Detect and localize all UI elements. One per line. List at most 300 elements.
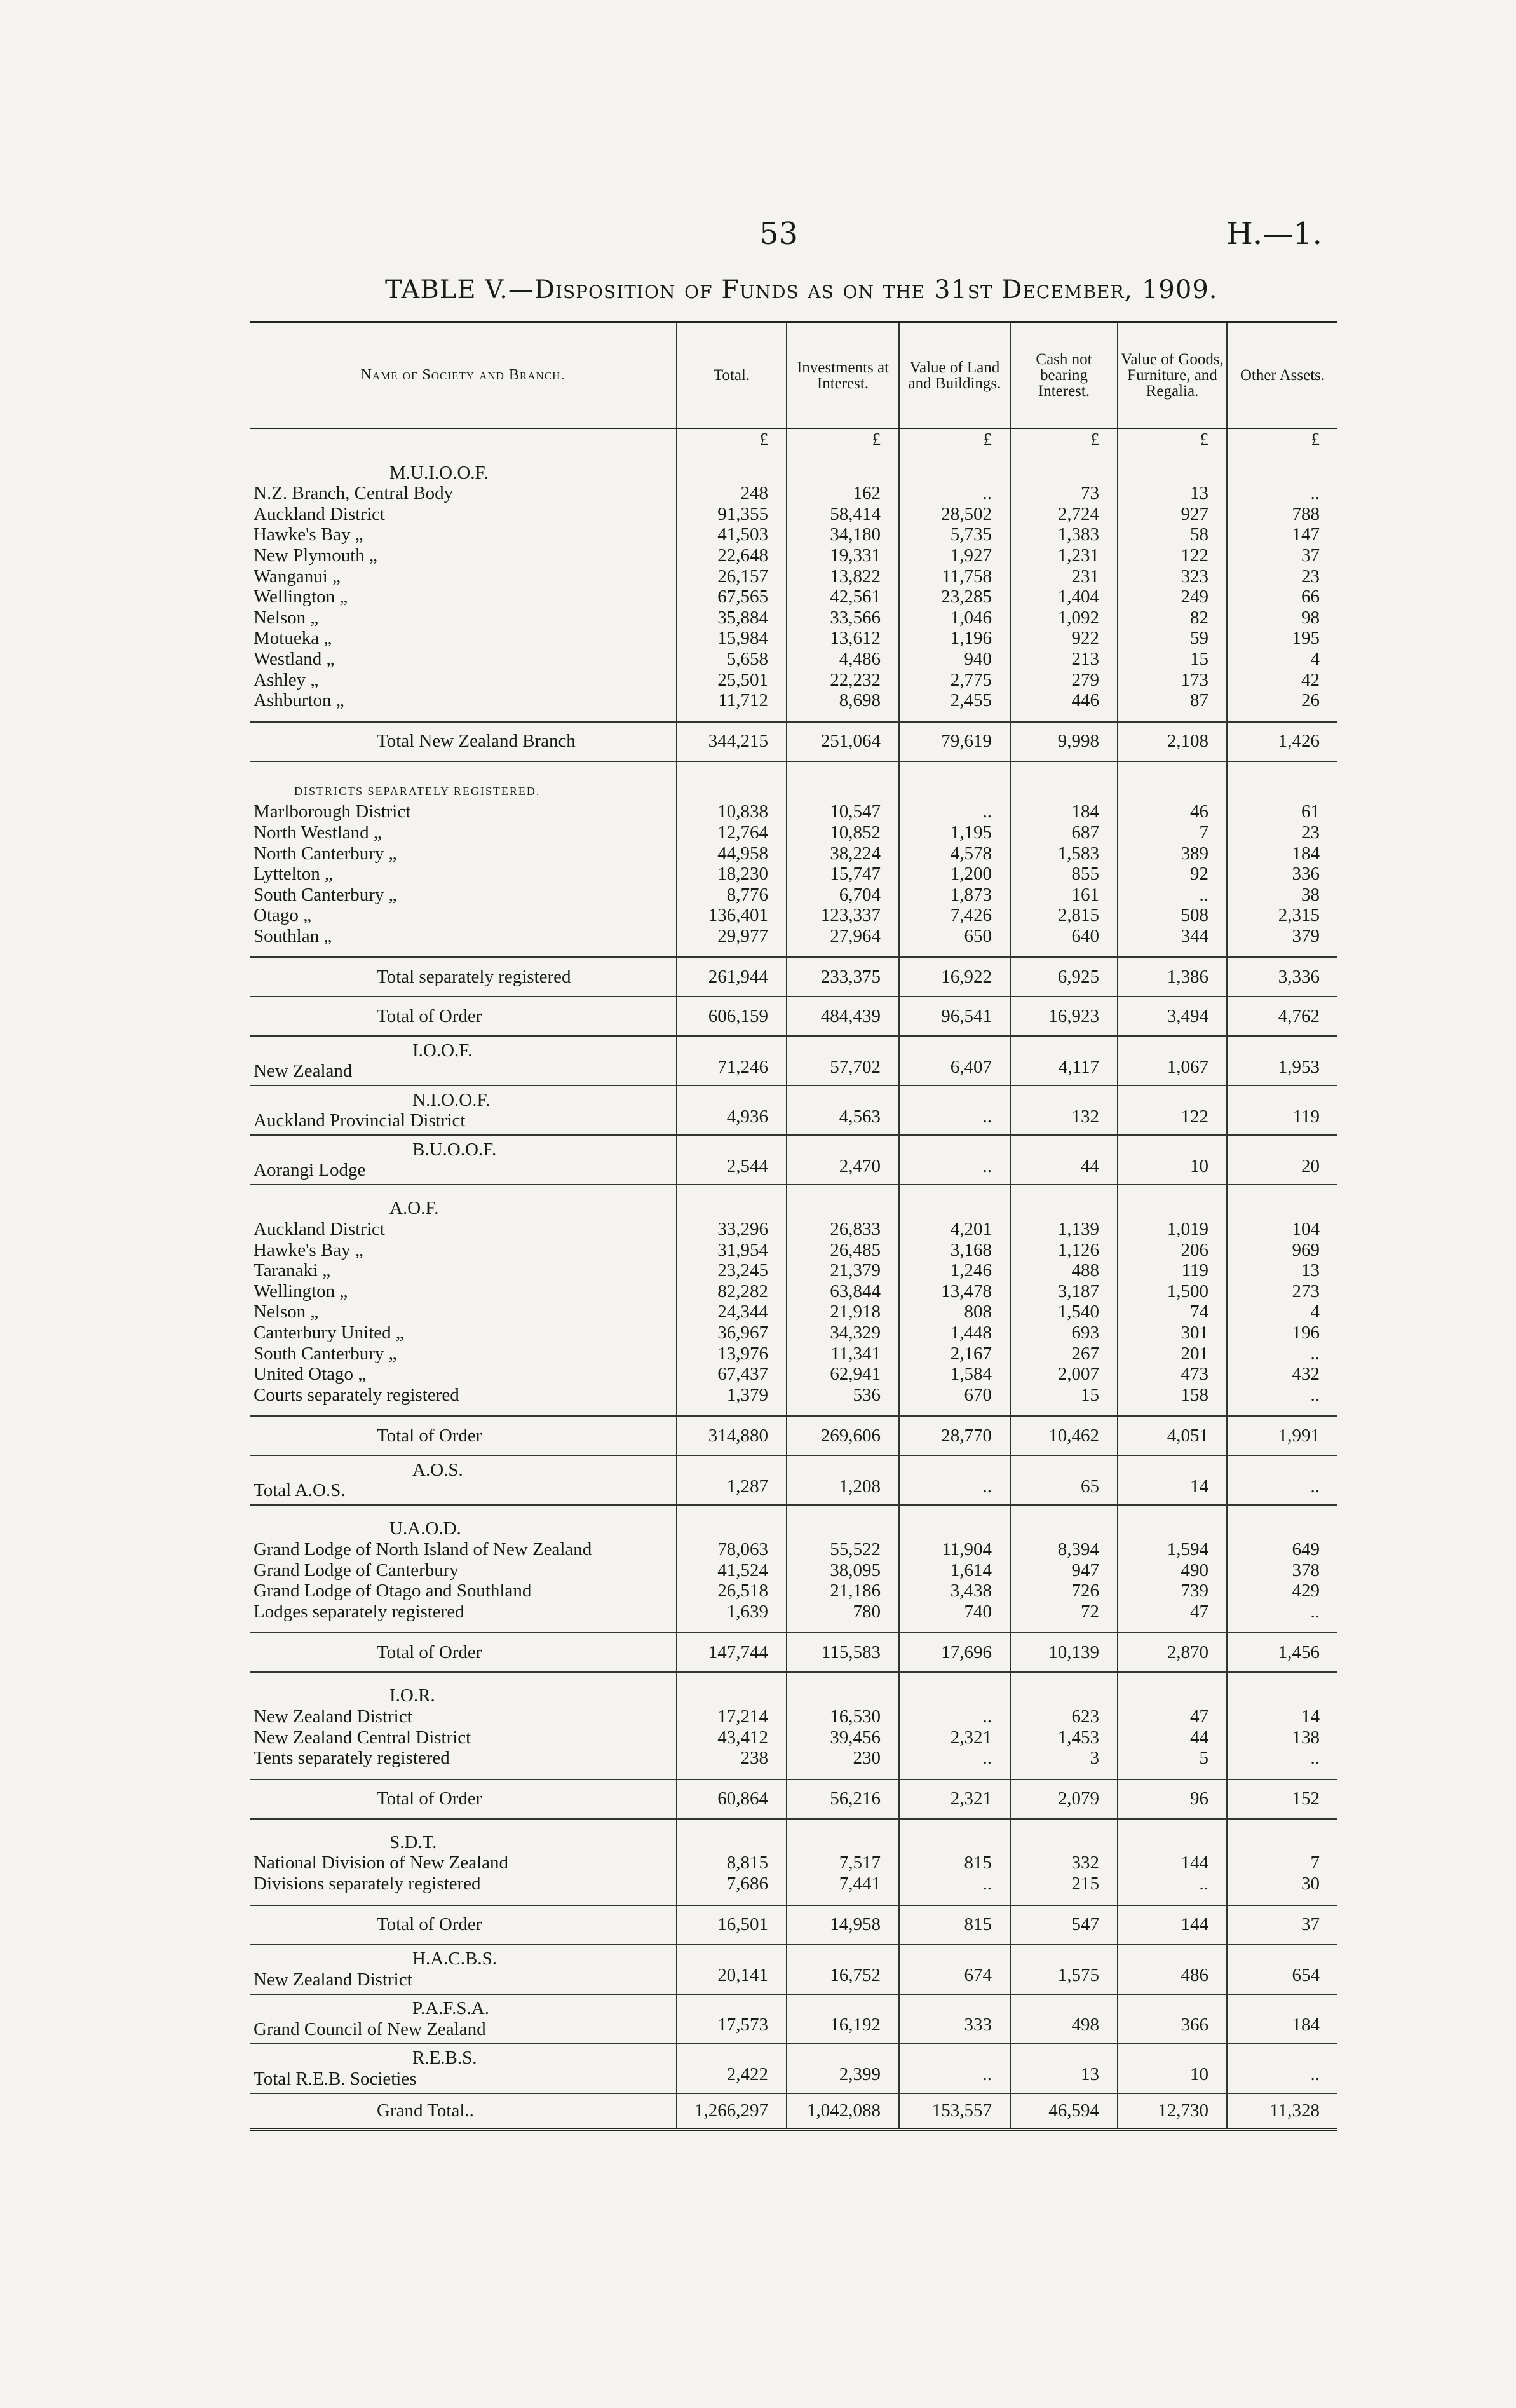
table-row bbox=[250, 1581, 1337, 1602]
value-cash: 215 bbox=[1010, 1874, 1118, 1905]
value-total: 67,437 bbox=[677, 1364, 787, 1385]
value-goods: 173 bbox=[1118, 670, 1227, 691]
value-investments: 26,485 bbox=[787, 1240, 899, 1261]
row-name: Aorangi Lodge bbox=[254, 1160, 366, 1181]
value-cash: 4,117 bbox=[1010, 1036, 1118, 1085]
value-investments: 16,530 bbox=[787, 1706, 899, 1727]
value-land: 808 bbox=[899, 1302, 1010, 1323]
value-cash: 855 bbox=[1010, 864, 1118, 885]
value-total: 136,401 bbox=[677, 905, 787, 926]
value-total: 13,976 bbox=[677, 1343, 787, 1364]
value-total: 7,686 bbox=[677, 1874, 787, 1905]
row-name: Total New Zealand Branch bbox=[250, 722, 677, 761]
value-land: 815 bbox=[899, 1853, 1010, 1874]
empty-cell bbox=[677, 1819, 787, 1853]
value-goods: 323 bbox=[1118, 566, 1227, 587]
empty-cell bbox=[1227, 761, 1337, 802]
value-cash: 13 bbox=[1010, 2044, 1118, 2093]
society-name: M.U.I.O.O.F. bbox=[389, 462, 489, 483]
value-other: 1,991 bbox=[1227, 1416, 1337, 1455]
row-name: New Zealand District bbox=[254, 1969, 412, 1990]
value-other: 1,953 bbox=[1227, 1036, 1337, 1085]
subtotal-row bbox=[250, 1779, 1337, 1819]
value-investments: 230 bbox=[787, 1748, 899, 1779]
society-single-row bbox=[250, 1085, 1337, 1135]
value-cash: 332 bbox=[1010, 1853, 1118, 1874]
value-total: 29,977 bbox=[677, 926, 787, 958]
value-total: 41,524 bbox=[677, 1560, 787, 1581]
empty-cell bbox=[787, 1672, 899, 1706]
row-name: Hawke's Bay „ bbox=[254, 1239, 363, 1260]
value-land: .. bbox=[899, 483, 1010, 504]
value-cash: 1,575 bbox=[1010, 1945, 1118, 1994]
value-total: 12,764 bbox=[677, 822, 787, 843]
value-total: 238 bbox=[677, 1748, 787, 1779]
value-investments: 26,833 bbox=[787, 1219, 899, 1240]
value-investments: 10,547 bbox=[787, 801, 899, 822]
value-total: 261,944 bbox=[677, 957, 787, 997]
value-total: 20,141 bbox=[677, 1945, 787, 1994]
value-cash: 161 bbox=[1010, 885, 1118, 906]
value-goods: 3,494 bbox=[1118, 997, 1227, 1036]
empty-cell bbox=[787, 761, 899, 802]
table-row bbox=[250, 1281, 1337, 1302]
table-row bbox=[250, 504, 1337, 525]
value-total: 24,344 bbox=[677, 1302, 787, 1323]
value-cash: 1,092 bbox=[1010, 608, 1118, 629]
value-cash: 9,998 bbox=[1010, 722, 1118, 761]
value-cash: 1,583 bbox=[1010, 843, 1118, 864]
row-name: Courts separately registered bbox=[254, 1384, 459, 1405]
value-cash: 267 bbox=[1010, 1343, 1118, 1364]
society-name: A.O.F. bbox=[389, 1198, 439, 1219]
value-other: 14 bbox=[1227, 1706, 1337, 1727]
value-total: 2,544 bbox=[677, 1135, 787, 1185]
value-investments: 14,958 bbox=[787, 1905, 899, 1945]
value-investments: 63,844 bbox=[787, 1281, 899, 1302]
value-goods: 249 bbox=[1118, 587, 1227, 608]
value-land: 79,619 bbox=[899, 722, 1010, 761]
table-row bbox=[250, 1853, 1337, 1874]
row-name: Otago „ bbox=[254, 905, 311, 926]
table-body bbox=[250, 428, 1337, 2130]
table-row bbox=[250, 608, 1337, 629]
row-name: Canterbury United „ bbox=[254, 1323, 404, 1343]
value-goods: 58 bbox=[1118, 524, 1227, 545]
page-reference: H.—1. bbox=[1226, 216, 1322, 252]
row-name: Nelson „ bbox=[254, 607, 319, 628]
value-goods: 74 bbox=[1118, 1302, 1227, 1323]
col-header-name: Name of Society and Branch. bbox=[250, 322, 677, 429]
value-cash: 73 bbox=[1010, 483, 1118, 504]
table-title-text: Disposition of Funds as on the 31st December, 1909. bbox=[534, 275, 1218, 304]
society-single-row bbox=[250, 1036, 1337, 1085]
value-cash: 10,462 bbox=[1010, 1416, 1118, 1455]
value-cash: 547 bbox=[1010, 1905, 1118, 1945]
value-cash: 72 bbox=[1010, 1602, 1118, 1633]
value-cash: 184 bbox=[1010, 801, 1118, 822]
empty-cell bbox=[899, 1819, 1010, 1853]
value-other: .. bbox=[1227, 483, 1337, 504]
value-other: 2,315 bbox=[1227, 905, 1337, 926]
value-other: .. bbox=[1227, 1602, 1337, 1633]
subheading: DISTRICTS SEPARATELY REGISTERED. bbox=[294, 784, 541, 798]
value-total: 78,063 bbox=[677, 1539, 787, 1560]
value-cash: 947 bbox=[1010, 1560, 1118, 1581]
value-goods: 4,051 bbox=[1118, 1416, 1227, 1455]
row-name-block bbox=[250, 1135, 677, 1185]
value-other: 273 bbox=[1227, 1281, 1337, 1302]
value-land: 3,438 bbox=[899, 1581, 1010, 1602]
value-total: 5,658 bbox=[677, 649, 787, 670]
value-total: 26,518 bbox=[677, 1581, 787, 1602]
value-goods: 47 bbox=[1118, 1706, 1227, 1727]
value-other: 38 bbox=[1227, 885, 1337, 906]
table-row bbox=[250, 628, 1337, 649]
table-row bbox=[250, 545, 1337, 566]
value-total: 8,776 bbox=[677, 885, 787, 906]
empty-cell bbox=[1118, 1505, 1227, 1539]
value-goods: 1,019 bbox=[1118, 1219, 1227, 1240]
value-total: 26,157 bbox=[677, 566, 787, 587]
value-other: 30 bbox=[1227, 1874, 1337, 1905]
value-total: 60,864 bbox=[677, 1779, 787, 1819]
subtotal-row bbox=[250, 1416, 1337, 1455]
society-name: P.A.F.S.A. bbox=[412, 1997, 489, 2018]
value-cash: 1,404 bbox=[1010, 587, 1118, 608]
value-goods: 122 bbox=[1118, 545, 1227, 566]
value-investments: 233,375 bbox=[787, 957, 899, 997]
value-land: 1,196 bbox=[899, 628, 1010, 649]
value-cash: 1,126 bbox=[1010, 1240, 1118, 1261]
value-cash: 65 bbox=[1010, 1455, 1118, 1505]
value-land: 740 bbox=[899, 1602, 1010, 1633]
value-cash: 16,923 bbox=[1010, 997, 1118, 1036]
value-cash: 3,187 bbox=[1010, 1281, 1118, 1302]
value-investments: 269,606 bbox=[787, 1416, 899, 1455]
empty-cell bbox=[899, 761, 1010, 802]
society-name: R.E.B.S. bbox=[412, 2047, 477, 2068]
col-header-goods: Value of Goods, Furniture, and Regalia. bbox=[1118, 322, 1227, 429]
value-goods: 44 bbox=[1118, 1727, 1227, 1748]
value-total: 606,159 bbox=[677, 997, 787, 1036]
empty-cell bbox=[1227, 450, 1337, 484]
value-investments: 13,612 bbox=[787, 628, 899, 649]
col-header-other: Other Assets. bbox=[1227, 322, 1337, 429]
empty-cell bbox=[899, 1505, 1010, 1539]
value-goods: 13 bbox=[1118, 483, 1227, 504]
row-name: New Zealand bbox=[254, 1061, 353, 1082]
value-investments: 39,456 bbox=[787, 1727, 899, 1748]
value-total: 82,282 bbox=[677, 1281, 787, 1302]
table-row bbox=[250, 864, 1337, 885]
row-name-block bbox=[250, 1994, 677, 2044]
value-land: 11,758 bbox=[899, 566, 1010, 587]
value-goods: 7 bbox=[1118, 822, 1227, 843]
value-land: 16,922 bbox=[899, 957, 1010, 997]
value-goods: 344 bbox=[1118, 926, 1227, 958]
value-land: .. bbox=[899, 1455, 1010, 1505]
subtotal-row bbox=[250, 722, 1337, 761]
value-goods: 927 bbox=[1118, 504, 1227, 525]
value-other: 432 bbox=[1227, 1364, 1337, 1385]
value-total: 1,379 bbox=[677, 1385, 787, 1417]
value-goods: 87 bbox=[1118, 690, 1227, 722]
row-name: Lyttelton „ bbox=[254, 864, 333, 885]
value-other: 3,336 bbox=[1227, 957, 1337, 997]
value-total: 18,230 bbox=[677, 864, 787, 885]
society-heading-row bbox=[250, 1185, 1337, 1219]
value-other: 7 bbox=[1227, 1853, 1337, 1874]
currency-symbol: £ bbox=[1227, 428, 1337, 450]
value-total: 33,296 bbox=[677, 1219, 787, 1240]
value-cash: 15 bbox=[1010, 1385, 1118, 1417]
value-investments: 11,341 bbox=[787, 1343, 899, 1364]
value-investments: 13,822 bbox=[787, 566, 899, 587]
value-investments: 21,918 bbox=[787, 1302, 899, 1323]
row-name: North Westland „ bbox=[254, 822, 382, 843]
table-row bbox=[250, 1302, 1337, 1323]
grand-total-row bbox=[250, 2093, 1337, 2130]
table-row bbox=[250, 843, 1337, 864]
row-name-block bbox=[250, 2044, 677, 2093]
row-name: United Otago „ bbox=[254, 1364, 367, 1385]
value-goods: .. bbox=[1118, 1874, 1227, 1905]
value-other: 152 bbox=[1227, 1779, 1337, 1819]
value-total: 344,215 bbox=[677, 722, 787, 761]
row-name: Wanganui „ bbox=[254, 566, 341, 587]
value-other: .. bbox=[1227, 1343, 1337, 1364]
empty-cell bbox=[787, 1505, 899, 1539]
value-cash: 279 bbox=[1010, 670, 1118, 691]
col-header-cash: Cash not bearing Interest. bbox=[1010, 322, 1118, 429]
row-name: National Division of New Zealand bbox=[254, 1853, 509, 1874]
row-name: Total A.O.S. bbox=[254, 1480, 346, 1501]
value-other: 42 bbox=[1227, 670, 1337, 691]
value-total: 8,815 bbox=[677, 1853, 787, 1874]
value-land: 333 bbox=[899, 1994, 1010, 2044]
currency-symbol: £ bbox=[787, 428, 899, 450]
value-investments: 251,064 bbox=[787, 722, 899, 761]
row-name: Auckland Provincial District bbox=[254, 1110, 466, 1131]
society-name: H.A.C.B.S. bbox=[412, 1948, 497, 1969]
value-cash: 2,079 bbox=[1010, 1779, 1118, 1819]
empty-cell bbox=[899, 450, 1010, 484]
row-name: Tents separately registered bbox=[254, 1748, 450, 1769]
col-header-investments: Investments at Interest. bbox=[787, 322, 899, 429]
value-goods: 122 bbox=[1118, 1085, 1227, 1135]
value-cash: 498 bbox=[1010, 1994, 1118, 2044]
value-land: 96,541 bbox=[899, 997, 1010, 1036]
value-land: 1,200 bbox=[899, 864, 1010, 885]
value-cash: 1,383 bbox=[1010, 524, 1118, 545]
empty-cell bbox=[1227, 1505, 1337, 1539]
value-goods: 10 bbox=[1118, 2044, 1227, 2093]
value-goods: 158 bbox=[1118, 1385, 1227, 1417]
value-land: 1,927 bbox=[899, 545, 1010, 566]
table-row bbox=[250, 1260, 1337, 1281]
table-row bbox=[250, 1364, 1337, 1385]
row-name: Total of Order bbox=[250, 1905, 677, 1945]
row-name: Lodges separately registered bbox=[254, 1601, 464, 1622]
subheading-row bbox=[250, 761, 1337, 802]
page-number: 53 bbox=[759, 216, 799, 252]
value-total: 147,744 bbox=[677, 1633, 787, 1672]
value-other: 26 bbox=[1227, 690, 1337, 722]
value-other: 37 bbox=[1227, 1905, 1337, 1945]
value-land: 17,696 bbox=[899, 1633, 1010, 1672]
table-row bbox=[250, 1219, 1337, 1240]
value-cash: 640 bbox=[1010, 926, 1118, 958]
value-other: 37 bbox=[1227, 545, 1337, 566]
society-single-row bbox=[250, 1135, 1337, 1185]
value-other: 20 bbox=[1227, 1135, 1337, 1185]
value-goods: 366 bbox=[1118, 1994, 1227, 2044]
value-investments: 8,698 bbox=[787, 690, 899, 722]
value-total: 4,936 bbox=[677, 1085, 787, 1135]
value-goods: 389 bbox=[1118, 843, 1227, 864]
value-other: 61 bbox=[1227, 801, 1337, 822]
value-cash: 3 bbox=[1010, 1748, 1118, 1779]
value-cash: 623 bbox=[1010, 1706, 1118, 1727]
value-investments: 15,747 bbox=[787, 864, 899, 885]
row-name: North Canterbury „ bbox=[254, 843, 397, 864]
empty-cell bbox=[1118, 1819, 1227, 1853]
society-name: S.D.T. bbox=[389, 1832, 437, 1853]
value-goods: 119 bbox=[1118, 1260, 1227, 1281]
value-investments: 34,180 bbox=[787, 524, 899, 545]
value-land: 1,448 bbox=[899, 1323, 1010, 1343]
value-goods: 490 bbox=[1118, 1560, 1227, 1581]
value-land: .. bbox=[899, 1135, 1010, 1185]
row-name: N.Z. Branch, Central Body bbox=[254, 483, 454, 504]
value-other: 184 bbox=[1227, 1994, 1337, 2044]
table-row bbox=[250, 1539, 1337, 1560]
value-total: 44,958 bbox=[677, 843, 787, 864]
subtotal-row bbox=[250, 1905, 1337, 1945]
value-goods: .. bbox=[1118, 885, 1227, 906]
value-investments: 57,702 bbox=[787, 1036, 899, 1085]
value-investments: 1,208 bbox=[787, 1455, 899, 1505]
empty-cell bbox=[677, 450, 787, 484]
table-row bbox=[250, 1323, 1337, 1343]
row-name-block bbox=[250, 1036, 677, 1085]
value-cash: 10,139 bbox=[1010, 1633, 1118, 1672]
empty-cell bbox=[1010, 1819, 1118, 1853]
society-single-row bbox=[250, 1945, 1337, 1994]
row-name: Westland „ bbox=[254, 648, 335, 669]
value-goods: 82 bbox=[1118, 608, 1227, 629]
value-investments: 27,964 bbox=[787, 926, 899, 958]
row-name: Grand Lodge of North Island of New Zealand bbox=[254, 1539, 592, 1560]
value-other: .. bbox=[1227, 2044, 1337, 2093]
value-land: 2,455 bbox=[899, 690, 1010, 722]
value-other: 147 bbox=[1227, 524, 1337, 545]
row-name: Divisions separately registered bbox=[254, 1873, 481, 1894]
empty-cell bbox=[1118, 1672, 1227, 1706]
funds-table bbox=[250, 321, 1337, 2131]
society-heading-row bbox=[250, 1505, 1337, 1539]
value-investments: 34,329 bbox=[787, 1323, 899, 1343]
header-row bbox=[250, 322, 1337, 429]
society-name: U.A.O.D. bbox=[389, 1518, 461, 1539]
empty-cell bbox=[1227, 1672, 1337, 1706]
value-land: .. bbox=[899, 1085, 1010, 1135]
value-other: 98 bbox=[1227, 608, 1337, 629]
row-name: Auckland District bbox=[254, 503, 385, 524]
value-total: 25,501 bbox=[677, 670, 787, 691]
value-total: 22,648 bbox=[677, 545, 787, 566]
empty-cell bbox=[787, 1819, 899, 1853]
value-land: 28,502 bbox=[899, 504, 1010, 525]
value-goods: 5 bbox=[1118, 1748, 1227, 1779]
value-land: 28,770 bbox=[899, 1416, 1010, 1455]
value-cash: 6,925 bbox=[1010, 957, 1118, 997]
col-header-total: Total. bbox=[677, 322, 787, 429]
value-land: .. bbox=[899, 1874, 1010, 1905]
row-name: Grand Total.. bbox=[250, 2093, 677, 2130]
value-other: 195 bbox=[1227, 628, 1337, 649]
value-land: 1,046 bbox=[899, 608, 1010, 629]
value-land: 7,426 bbox=[899, 905, 1010, 926]
value-land: 1,584 bbox=[899, 1364, 1010, 1385]
value-goods: 96 bbox=[1118, 1779, 1227, 1819]
table-title-prefix: TABLE V.— bbox=[385, 275, 534, 304]
value-cash: 693 bbox=[1010, 1323, 1118, 1343]
value-other: 788 bbox=[1227, 504, 1337, 525]
value-land: .. bbox=[899, 2044, 1010, 2093]
value-investments: 33,566 bbox=[787, 608, 899, 629]
table-row bbox=[250, 524, 1337, 545]
value-total: 17,573 bbox=[677, 1994, 787, 2044]
row-name: South Canterbury „ bbox=[254, 884, 397, 905]
value-other: 379 bbox=[1227, 926, 1337, 958]
value-land: .. bbox=[899, 1748, 1010, 1779]
value-investments: 2,399 bbox=[787, 2044, 899, 2093]
society-name: B.U.O.O.F. bbox=[412, 1139, 497, 1160]
value-investments: 484,439 bbox=[787, 997, 899, 1036]
table-row bbox=[250, 905, 1337, 926]
value-other: 4 bbox=[1227, 1302, 1337, 1323]
currency-symbol: £ bbox=[677, 428, 787, 450]
value-investments: 56,216 bbox=[787, 1779, 899, 1819]
value-investments: 10,852 bbox=[787, 822, 899, 843]
value-land: 670 bbox=[899, 1385, 1010, 1417]
empty-cell bbox=[1010, 761, 1118, 802]
society-single-row bbox=[250, 1994, 1337, 2044]
empty-cell bbox=[677, 1185, 787, 1219]
value-other: 13 bbox=[1227, 1260, 1337, 1281]
currency-symbol: £ bbox=[899, 428, 1010, 450]
value-investments: 1,042,088 bbox=[787, 2093, 899, 2130]
value-investments: 6,704 bbox=[787, 885, 899, 906]
value-cash: 2,815 bbox=[1010, 905, 1118, 926]
value-goods: 1,594 bbox=[1118, 1539, 1227, 1560]
value-goods: 144 bbox=[1118, 1905, 1227, 1945]
row-name: Southlan „ bbox=[254, 925, 332, 946]
value-total: 1,266,297 bbox=[677, 2093, 787, 2130]
row-name: Total of Order bbox=[250, 997, 677, 1036]
empty-cell bbox=[1010, 1185, 1118, 1219]
value-land: 650 bbox=[899, 926, 1010, 958]
value-land: 1,195 bbox=[899, 822, 1010, 843]
value-investments: 58,414 bbox=[787, 504, 899, 525]
value-cash: 46,594 bbox=[1010, 2093, 1118, 2130]
empty-cell bbox=[1010, 450, 1118, 484]
value-cash: 1,231 bbox=[1010, 545, 1118, 566]
value-land: 153,557 bbox=[899, 2093, 1010, 2130]
empty-cell bbox=[1227, 1819, 1337, 1853]
